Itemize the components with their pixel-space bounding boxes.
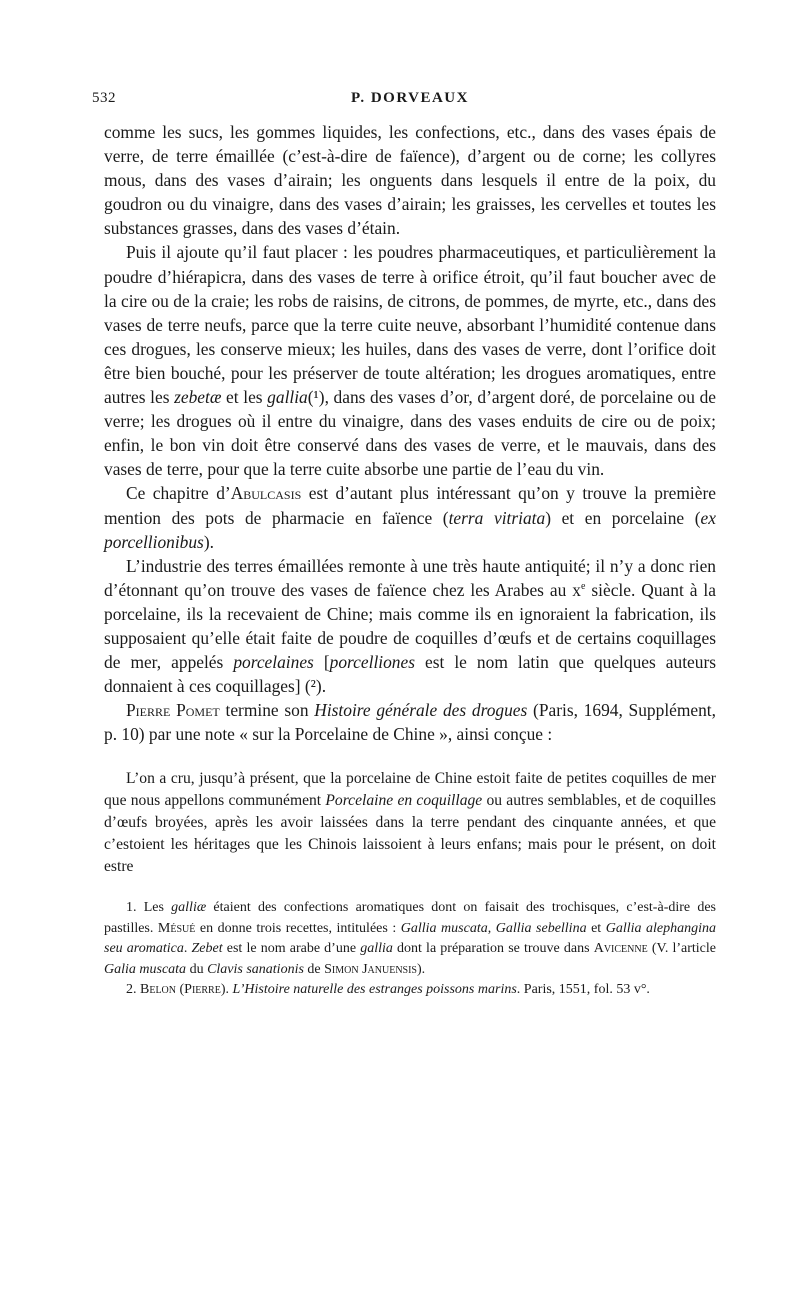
italic-term: Zebet [191, 941, 223, 957]
text-run: Puis il ajoute qu’il faut placer : les poudres pharmaceutiques, et particulièrement la poudre d’hiérapicra, dans des vases de terre à orifice étroit, qu’il faut boucher avec de la cire ou de la craie; les robs de raisins, de citrons, de pommes, de myrte, etc., dans des vases de terre neufs, parce que la terre cuite neuve, absorbant l’humidité contenue dans ces drogues, les conserve mieux; les huiles, dans des vases de verre, dont l’orifice doit être bien bouché, pour les préserver de toute altération; les drogues aromatiques, entre autres les [104, 242, 716, 408]
italic-term: Gallia muscata [400, 920, 488, 936]
footnote-ref: (¹) [307, 387, 325, 408]
italic-term: zebetæ [174, 387, 222, 408]
running-head [92, 90, 716, 114]
text-run: siècle. Quant à la porcelaine, ils la recevaient de Chine; mais comme ils en ignoraient la fabrication, ils supposaient qu’elle était faite de poudre de coquilles d’œufs et de certains coquillages de mer, appelés [104, 579, 716, 673]
paragraph [104, 698, 716, 746]
text-run: et les [221, 387, 268, 408]
author-name: Avicenne [593, 941, 648, 957]
paragraph [104, 240, 716, 481]
italic-term: gallia [267, 387, 308, 408]
text-run: est le nom latin que quelques auteurs donnaient à ces coquillages] [104, 652, 717, 697]
footnotes [104, 898, 716, 1001]
page-content [92, 90, 717, 1001]
text-run: du [186, 961, 208, 977]
main-text [104, 120, 716, 746]
text-run: (Paris, 1694, Supplément, p. 10) par une note « sur la Porcelaine de Chine », ainsi conçue : [104, 700, 716, 745]
author-name: Mésué [157, 920, 196, 936]
text-run: . [183, 941, 192, 957]
block-quote [104, 768, 716, 878]
text-run: et [586, 920, 606, 936]
text-run: ). [417, 961, 426, 977]
text-run: . Paris, 1551, fol. 53 v°. [516, 982, 650, 998]
page-number: 532 [92, 90, 116, 106]
text-run: est d’autant plus intéressant qu’on y trouve la première mention des pots de pharmacie en faïence ( [104, 483, 716, 528]
text-run: L’industrie des terres émaillées remonte à une très haute antiquité; il n’y a donc rien d’étonnant qu’on trouve des vases de faïence chez les Arabes au x [104, 555, 716, 600]
footnote-2 [104, 980, 716, 1001]
book-title: Clavis sanationis [207, 961, 304, 977]
book-title: L’Histoire naturelle des estranges poissons marins [232, 982, 517, 998]
book-title: Histoire générale des drogues [314, 700, 528, 721]
italic-term: ex porcellionibus [104, 507, 716, 552]
footnote-1 [104, 898, 716, 980]
running-head-author: P. DORVEAUX [351, 90, 469, 106]
footnote-ref: (²) [304, 676, 322, 697]
text-run: comme les sucs, les gommes liquides, les confections, etc., dans des vases épais de verre, de terre émaillée (c’est-à-dire de faïence), d’argent ou de corne; les collyres mous, dans des vases d’airain; les onguents dans lesquels il entre de la poix, du goudron ou du vinaigre, dans des vases d’airain; les graisses, les cervelles et toutes les substances grasses, dans des vases d’étain. [104, 122, 716, 239]
text-run: de [303, 961, 325, 977]
quote-paragraph [104, 768, 716, 878]
author-name: Pierre Pomet [126, 700, 220, 721]
text-run: ou autres semblables, et de coquilles d’œufs broyées, après les avoir laissées dans la terre pendant des cinquante années, et que c’estoient les héritages que les Chinois laissoient à leurs enfans; mais pour le présent, on doit estre [104, 792, 716, 876]
text-run: [ [313, 652, 330, 673]
superscript: e [580, 580, 586, 592]
text-run: étaient des confections aromatiques dont on faisait des trochisques, c’est-à-dire des pastilles. [104, 900, 717, 936]
text-run: , dans des vases d’or, d’argent doré, de porcelaine ou de verre; les drogues où il entre du vinaigre, dans des vases enduits de cire ou de poix; enfin, le bon vin doit être conservé dans des vases de verre, et le mauvais, dans des vases de terre, pour que la terre cuite absorbe une partie de l’eau du vin. [104, 387, 716, 480]
text-run: termine son [219, 700, 315, 721]
text-run: L’on a cru, jusqu’à présent, que la porcelaine de Chine estoit faite de petites coquilles de mer que nous appellons communément [104, 770, 716, 810]
italic-term: Gallia alephangina seu aromatica [104, 920, 717, 957]
text-run: dont la préparation se trouve dans [392, 941, 594, 957]
paragraph [104, 554, 716, 699]
italic-term: Galia muscata [104, 961, 187, 977]
text-run: est le nom arabe d’une [222, 941, 361, 957]
author-name: Simon Januensis [324, 961, 417, 977]
italic-term: porcelliones [329, 652, 415, 673]
text-run: , [487, 920, 496, 936]
italic-term: porcelaines [233, 652, 314, 673]
italic-term: Gallia sebellina [495, 920, 587, 936]
italic-term: galliæ [171, 900, 207, 916]
text-run: Ce chapitre d’ [126, 483, 231, 504]
author-name: Abulcasis [230, 483, 302, 504]
text-run: (V. l’article [647, 941, 716, 957]
italic-term: Porcelaine en coquillage [325, 792, 483, 810]
text-run: 1. Les [126, 900, 172, 916]
text-run: en donne trois recettes, intitulées : [195, 920, 401, 936]
text-run: ). [203, 531, 214, 552]
text-run: . [225, 982, 233, 998]
author-name: Belon (Pierre) [140, 982, 226, 998]
text-run: ) et en porcelaine ( [545, 507, 701, 528]
paragraph [104, 481, 716, 553]
text-run: . [321, 676, 327, 697]
text-run: 2. [126, 982, 140, 998]
paragraph [104, 120, 716, 240]
italic-term: terra vitriata [448, 507, 546, 528]
italic-term: gallia [360, 941, 393, 957]
